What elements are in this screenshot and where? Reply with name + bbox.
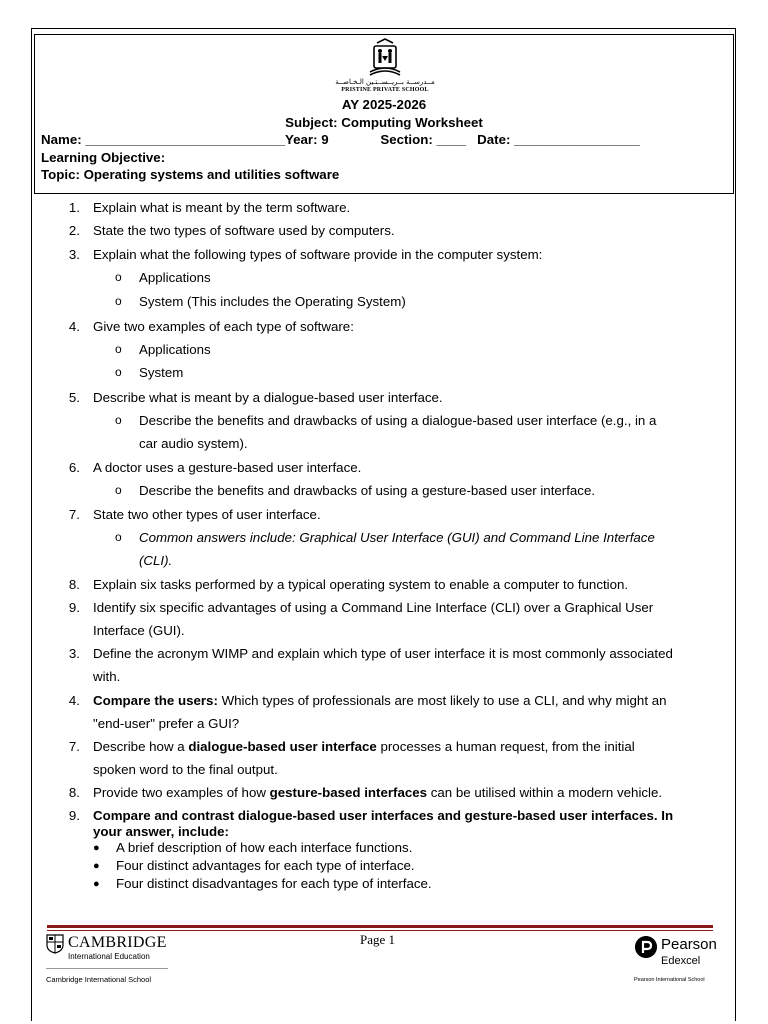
question-text: Define the acronym WIMP and explain which type of user interface it is most commonly associated: [93, 646, 673, 661]
question-text: State the two types of software used by computers.: [93, 223, 395, 238]
sub-item-text: Applications: [139, 270, 211, 285]
edexcel-wordmark: Edexcel: [661, 955, 701, 967]
question-text: A doctor uses a gesture-based user interface.: [93, 460, 362, 475]
sub-item-text: Common answers include: Graphical User Interface (GUI) and Command Line Interface: [139, 530, 655, 545]
bullet-dot: ●: [93, 860, 100, 872]
cambridge-subtitle: International Education: [68, 952, 150, 961]
question-number: 1.: [68, 200, 80, 215]
question-text: State two other types of user interface.: [93, 507, 321, 522]
academic-year: AY 2025-2026: [341, 97, 427, 112]
question-number: 8.: [68, 785, 80, 800]
cambridge-wordmark: CAMBRIDGE: [68, 934, 167, 951]
bullet-marker: o: [115, 342, 122, 356]
question-number: 4.: [68, 693, 80, 708]
bullet-marker: o: [115, 483, 122, 497]
bullet-text: Four distinct advantages for each type of interface.: [116, 858, 415, 873]
question-text: spoken word to the final output.: [93, 762, 278, 777]
question-number: 9.: [68, 600, 80, 615]
question-number: 2.: [68, 223, 80, 238]
question-text: Explain what the following types of software provide in the computer system:: [93, 247, 543, 262]
bullet-marker: o: [115, 270, 122, 284]
school-logo: [330, 38, 440, 96]
pearson-school-label: Pearson International School: [634, 977, 705, 983]
bullet-text: Four distinct disadvantages for each type of interface.: [116, 876, 432, 891]
sub-item-text: Applications: [139, 342, 211, 357]
question-text: Compare and contrast dialogue-based user interfaces and gesture-based user interfaces. In: [93, 808, 674, 823]
cambridge-shield-icon: [46, 934, 64, 954]
sub-item-text: (CLI).: [139, 553, 173, 568]
bullet-dot: ●: [93, 842, 100, 854]
sub-item-text: car audio system).: [139, 436, 248, 451]
question-number: 6.: [68, 460, 80, 475]
school-name-arabic: مــدرســة بــريــســتـين الـخـاصــة: [335, 78, 435, 86]
question-number: 3.: [68, 646, 80, 661]
bullet-marker: o: [115, 365, 122, 379]
bullet-marker: o: [115, 413, 122, 427]
question-text: Explain six tasks performed by a typical operating system to enable a computer to function.: [93, 577, 629, 592]
subject-title: Subject: Computing Worksheet: [285, 115, 483, 130]
page-number: Page 1: [360, 932, 396, 947]
school-name-english: PRISTINE PRIVATE SCHOOL: [341, 87, 429, 93]
question-text: Provide two examples of how gesture-based interfaces can be utilised within a modern vehicle.: [93, 785, 663, 800]
footer-rule: [47, 925, 713, 928]
question-text: Give two examples of each type of software:: [93, 319, 354, 334]
sub-item-text: System: [139, 365, 184, 380]
question-text: Compare the users: Which types of professionals are most likely to use a CLI, and why might an: [93, 693, 667, 708]
cambridge-school-label: Cambridge International School: [46, 975, 152, 984]
bullet-dot: ●: [93, 878, 100, 890]
cambridge-separator: [46, 968, 168, 969]
question-text: Describe what is meant by a dialogue-based user interface.: [93, 390, 443, 405]
sub-item-text: System (This includes the Operating System): [139, 294, 406, 309]
question-number: 5.: [68, 390, 80, 405]
pearson-wordmark: Pearson: [661, 936, 717, 953]
footer-rule-thin: [47, 930, 713, 931]
learning-objective: Learning Objective:: [41, 150, 166, 165]
question-text: Identify six specific advantages of using a Command Line Interface (CLI) over a Graphical User: [93, 600, 654, 615]
question-number: 9.: [68, 808, 80, 823]
question-text: Describe how a dialogue-based user interface processes a human request, from the initial: [93, 739, 635, 754]
bullet-text: A brief description of how each interface functions.: [116, 840, 413, 855]
pearson-logo-icon: [635, 936, 657, 958]
question-text: "end-user" prefer a GUI?: [93, 716, 240, 731]
question-number: 7.: [68, 507, 80, 522]
question-number: 4.: [68, 319, 80, 334]
school-crest-icon: [330, 38, 440, 78]
question-text: Explain what is meant by the term software.: [93, 200, 351, 215]
question-number: 7.: [68, 739, 80, 754]
question-number: 8.: [68, 577, 80, 592]
bullet-marker: o: [115, 530, 122, 544]
bullet-marker: o: [115, 294, 122, 308]
sub-item-text: Describe the benefits and drawbacks of using a gesture-based user interface.: [139, 483, 596, 498]
question-number: 3.: [68, 247, 80, 262]
name-year-section-date-line: Name: ___________________________Year: 9 Section: ____ Date: _________________: [41, 132, 640, 147]
question-text: Interface (GUI).: [93, 623, 185, 638]
topic-line: Topic: Operating systems and utilities software: [41, 167, 340, 182]
sub-item-text: Describe the benefits and drawbacks of using a dialogue-based user interface (e.g., in a: [139, 413, 657, 428]
question-text: with.: [93, 669, 121, 684]
question-text: your answer, include:: [93, 824, 229, 839]
